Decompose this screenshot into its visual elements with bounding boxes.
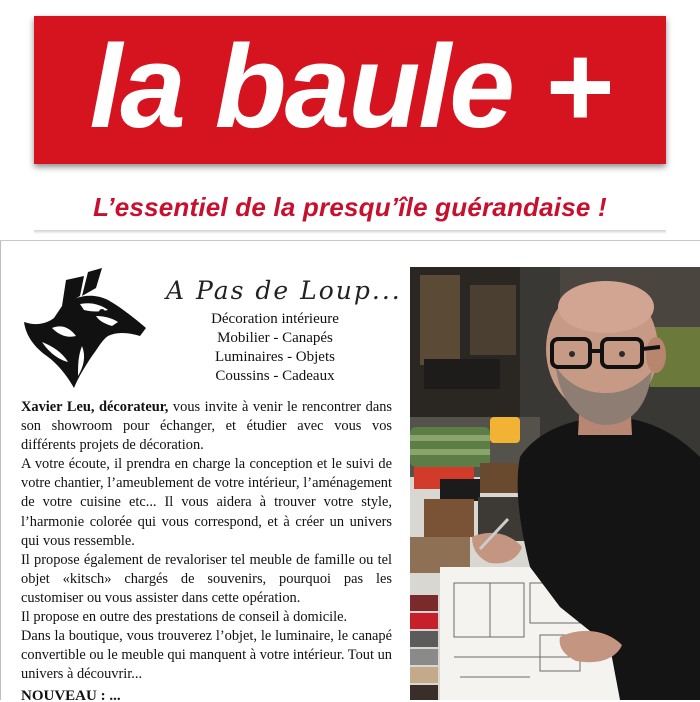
- body-paragraph: Il propose en outre des prestations de conseil à domicile.: [21, 609, 348, 626]
- service-item: Luminaires - Objets: [215, 349, 335, 365]
- tagline-shadow: [34, 230, 666, 234]
- article-top-rule: [0, 240, 700, 241]
- intro-bold: Xavier Leu, décorateur,: [21, 399, 169, 415]
- body-paragraph: Il propose également de revaloriser tel meuble de famille ou tel objet «kitsch» chargés de souvenirs, pourquoi pas les customiser ou vous assister dans cette opération.: [21, 551, 392, 606]
- brand-name: A Pas de Loup...: [166, 276, 402, 305]
- wolf-head-icon: [22, 266, 152, 390]
- masthead-tagline: L’essentiel de la presqu’île guérandaise !: [93, 192, 607, 222]
- service-item: Mobilier - Canapés: [217, 330, 333, 346]
- masthead-banner: [34, 16, 666, 164]
- body-paragraph: A votre écoute, il prendra en charge la conception et le suivi de votre chantier, l’ameublement de votre intérieur, l’aménagement de votre cuisine etc... Il vous aidera à trouver votre style, l’harmonie colorée qui vous correspond, et à créer un univers qui vous ressemble.: [21, 456, 392, 549]
- cut-off-line: NOUVEAU : ...: [21, 688, 121, 702]
- intro-paragraph: [21, 398, 392, 455]
- masthead-title: la baule +: [89, 21, 611, 153]
- service-item: Coussins - Cadeaux: [215, 368, 335, 384]
- article-left-border: [0, 241, 1, 700]
- intro-rest: vous invite à venir le rencontrer dans son showroom pour échanger, et étudier avec vous vos différents projets de décoration.: [21, 399, 393, 454]
- decorator-portrait-photo: [410, 267, 700, 700]
- services-list: [190, 310, 360, 386]
- body-paragraph: Dans la boutique, vous trouverez l’objet, le luminaire, le canapé convertible ou le meuble qui manquent à votre intérieur. Tout un univers à découvrir...: [21, 628, 392, 683]
- service-item: Décoration intérieure: [211, 311, 339, 327]
- article-body: [21, 398, 392, 684]
